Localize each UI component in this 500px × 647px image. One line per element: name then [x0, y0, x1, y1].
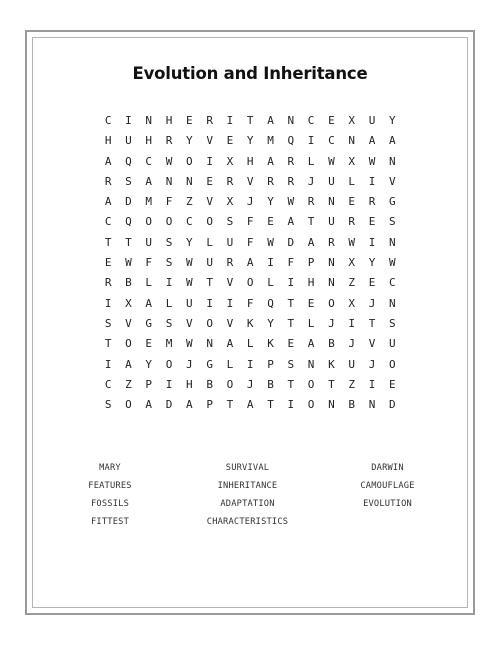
grid-letter: F — [246, 215, 254, 229]
grid-letter: T — [104, 235, 112, 249]
grid-letter: U — [388, 337, 396, 351]
grid-letter: V — [206, 195, 213, 209]
word-list-item: MARY — [99, 463, 121, 473]
grid-letter: U — [186, 296, 193, 310]
grid-letter: V — [226, 316, 234, 330]
grid-letter: H — [165, 114, 173, 127]
grid-letter: N — [328, 195, 335, 209]
grid-letter: W — [186, 276, 193, 290]
grid-letter: U — [125, 134, 132, 148]
grid-letter: Q — [287, 134, 295, 148]
grid-letter: Y — [368, 256, 376, 270]
grid-letter: I — [206, 296, 213, 310]
grid-letter: I — [287, 398, 295, 412]
grid-letter: T — [226, 398, 234, 412]
grid-letter: K — [246, 316, 254, 330]
grid-letter: Y — [186, 134, 193, 148]
grid-letter: T — [287, 316, 295, 330]
grid-letter: N — [165, 174, 173, 188]
grid-letter: Q — [267, 296, 274, 310]
grid-letter: A — [307, 235, 315, 249]
grid-letter: H — [104, 134, 112, 148]
grid-letter: I — [246, 357, 254, 371]
grid-letter: G — [206, 357, 213, 371]
grid-letter: T — [206, 276, 213, 290]
grid-letter: J — [368, 357, 376, 371]
grid-letter: S — [104, 316, 112, 330]
grid-letter: E — [287, 337, 295, 351]
grid-letter: T — [267, 398, 274, 412]
grid-letter: X — [348, 296, 356, 310]
grid-row — [98, 398, 402, 418]
grid-letter: R — [104, 276, 112, 290]
grid-letter: S — [226, 215, 234, 229]
grid-letter: N — [206, 337, 213, 351]
grid-letter: A — [104, 195, 112, 209]
grid-letter: I — [368, 235, 376, 249]
grid-letter: Y — [246, 134, 254, 148]
grid-letter: E — [206, 174, 213, 188]
word-list-item: FOSSILS — [90, 499, 129, 509]
word-list-item: EVOLUTION — [363, 499, 412, 509]
grid-letter: S — [388, 215, 396, 229]
grid-letter: R — [348, 215, 356, 229]
word-list-item — [335, 515, 440, 529]
grid-letter: Z — [125, 377, 132, 391]
grid-letter: B — [348, 398, 356, 412]
grid-letter: P — [206, 398, 213, 412]
grid-letter: O — [246, 276, 254, 290]
grid-letter: C — [388, 276, 396, 290]
word-list-item: CHARACTERISTICS — [206, 517, 289, 527]
grid-letter: N — [145, 114, 153, 127]
word-list-item: SURVIVAL — [225, 463, 270, 473]
grid-letter: W — [348, 235, 356, 249]
grid-letter: U — [328, 174, 335, 188]
grid-letter: W — [287, 195, 295, 209]
grid-letter: Y — [388, 114, 396, 127]
grid-letter: N — [328, 398, 335, 412]
grid-letter: B — [328, 337, 335, 351]
grid-letter: O — [388, 357, 396, 371]
grid-letter: T — [328, 377, 335, 391]
grid-letter: V — [246, 174, 254, 188]
grid-row — [98, 317, 402, 337]
grid-letter: L — [246, 337, 254, 351]
grid-letter: I — [348, 316, 356, 330]
grid-letter: U — [328, 215, 335, 229]
grid-row — [98, 155, 402, 175]
grid-letter: S — [165, 316, 173, 330]
grid-letter: P — [267, 357, 274, 371]
grid-letter: R — [368, 195, 376, 209]
grid-letter: Z — [348, 276, 356, 290]
grid-letter: J — [307, 174, 315, 188]
grid-letter: A — [125, 357, 132, 371]
grid-letter: R — [104, 174, 112, 188]
grid-letter: E — [307, 296, 315, 310]
grid-row — [98, 276, 402, 296]
grid-letter: F — [246, 296, 254, 310]
grid-letter: E — [145, 337, 153, 351]
grid-letter: N — [328, 276, 335, 290]
grid-letter: W — [328, 154, 335, 168]
grid-letter: E — [348, 195, 356, 209]
grid-letter: U — [368, 114, 376, 127]
grid-letter: I — [368, 377, 376, 391]
grid-letter: A — [368, 134, 376, 148]
grid-letter: Y — [145, 357, 153, 371]
grid-letter: X — [348, 114, 356, 127]
grid-letter: I — [226, 296, 234, 310]
grid-letter: S — [104, 398, 112, 412]
grid-letter: L — [307, 316, 315, 330]
grid-letter: X — [226, 154, 234, 168]
grid-letter: N — [388, 296, 396, 310]
grid-letter: S — [287, 357, 295, 371]
grid-letter: A — [186, 398, 193, 412]
grid-letter: V — [368, 337, 376, 351]
grid-letter: A — [145, 398, 153, 412]
grid-letter: P — [307, 256, 315, 270]
grid-letter: Q — [125, 154, 132, 168]
grid-row — [98, 337, 402, 357]
grid-letter: Z — [186, 195, 193, 209]
grid-letter: T — [125, 235, 132, 249]
grid-letter: N — [368, 398, 376, 412]
grid-letter: M — [145, 195, 153, 209]
grid-letter: R — [226, 174, 234, 188]
grid-row — [98, 134, 402, 154]
grid-letter: V — [206, 134, 213, 148]
grid-letter: H — [145, 134, 153, 148]
grid-letter: S — [388, 316, 396, 330]
grid-letter: N — [186, 174, 193, 188]
grid-letter: V — [226, 276, 234, 290]
grid-letter: J — [368, 296, 376, 310]
grid-letter: H — [307, 276, 315, 290]
grid-letter: A — [388, 134, 396, 148]
grid-letter: I — [165, 377, 173, 391]
grid-letter: O — [186, 154, 193, 168]
grid-letter: N — [287, 114, 295, 127]
grid-letter: I — [125, 114, 132, 127]
grid-letter: E — [104, 256, 112, 270]
grid-letter: C — [104, 215, 112, 229]
grid-letter: F — [145, 256, 153, 270]
grid-letter: N — [388, 154, 396, 168]
letter-grid — [98, 114, 402, 418]
grid-letter: O — [206, 215, 213, 229]
grid-letter: K — [328, 357, 335, 371]
grid-letter: E — [186, 114, 193, 127]
grid-letter: D — [287, 235, 295, 249]
grid-letter: I — [104, 296, 112, 310]
grid-letter: J — [328, 316, 335, 330]
grid-letter: G — [145, 316, 153, 330]
grid-letter: U — [145, 235, 153, 249]
grid-letter: T — [307, 215, 315, 229]
grid-letter: X — [226, 195, 234, 209]
grid-letter: F — [246, 235, 254, 249]
grid-letter: I — [104, 357, 112, 371]
grid-letter: O — [328, 296, 335, 310]
grid-letter: A — [226, 337, 234, 351]
grid-letter: Y — [186, 235, 193, 249]
grid-letter: X — [125, 296, 132, 310]
grid-letter: O — [165, 215, 173, 229]
grid-letter: O — [125, 337, 132, 351]
grid-letter: S — [165, 235, 173, 249]
grid-letter: H — [186, 377, 193, 391]
grid-letter: O — [307, 377, 315, 391]
grid-letter: K — [267, 337, 274, 351]
grid-letter: T — [287, 377, 295, 391]
grid-letter: O — [125, 398, 132, 412]
grid-letter: L — [226, 357, 234, 371]
grid-row — [98, 378, 402, 398]
grid-letter: J — [246, 377, 254, 391]
grid-letter: B — [206, 377, 213, 391]
grid-row — [98, 114, 402, 134]
grid-letter: R — [226, 256, 234, 270]
grid-letter: T — [287, 296, 295, 310]
grid-letter: N — [328, 256, 335, 270]
grid-letter: T — [246, 114, 254, 127]
grid-letter: J — [246, 195, 254, 209]
grid-letter: A — [145, 296, 153, 310]
grid-letter: C — [104, 377, 112, 391]
grid-letter: C — [307, 114, 315, 127]
grid-row — [98, 215, 402, 235]
grid-letter: M — [267, 134, 274, 148]
grid-letter: D — [388, 398, 396, 412]
grid-letter: R — [287, 154, 295, 168]
grid-letter: O — [307, 398, 315, 412]
grid-letter: O — [145, 215, 153, 229]
grid-letter: N — [388, 235, 396, 249]
grid-letter: E — [388, 377, 396, 391]
grid-letter: O — [226, 377, 234, 391]
grid-letter: I — [267, 256, 274, 270]
grid-letter: O — [165, 357, 173, 371]
grid-letter: R — [307, 195, 315, 209]
grid-letter: W — [165, 154, 173, 168]
grid-letter: W — [368, 154, 376, 168]
grid-row — [98, 358, 402, 378]
grid-letter: B — [125, 276, 132, 290]
grid-letter: F — [287, 256, 295, 270]
grid-letter: L — [145, 276, 153, 290]
grid-letter: P — [145, 377, 153, 391]
word-list-item: ADAPTATION — [220, 499, 275, 509]
grid-letter: R — [206, 114, 213, 127]
grid-letter: Y — [267, 195, 274, 209]
grid-letter: N — [307, 357, 315, 371]
word-list — [60, 461, 440, 529]
grid-letter: G — [388, 195, 396, 209]
grid-letter: X — [348, 154, 356, 168]
grid-letter: O — [206, 316, 213, 330]
puzzle-title: Evolution and Inheritance — [132, 64, 368, 83]
word-list-item: DARWIN — [371, 463, 404, 473]
word-list-item: FITTEST — [90, 517, 129, 527]
grid-letter: U — [226, 235, 234, 249]
grid-letter: D — [165, 398, 173, 412]
grid-letter: J — [348, 337, 356, 351]
grid-letter: A — [246, 256, 254, 270]
grid-letter: D — [125, 195, 132, 209]
grid-letter: A — [104, 154, 112, 168]
grid-letter: B — [267, 377, 274, 391]
grid-letter: C — [104, 114, 112, 127]
grid-row — [98, 195, 402, 215]
grid-letter: R — [165, 134, 173, 148]
grid-letter: E — [267, 215, 274, 229]
grid-letter: C — [328, 134, 335, 148]
grid-row — [98, 297, 402, 317]
grid-letter: X — [348, 256, 356, 270]
grid-letter: R — [287, 174, 295, 188]
grid-letter: A — [267, 114, 274, 127]
grid-letter: U — [348, 357, 356, 371]
grid-letter: E — [328, 114, 335, 127]
grid-letter: A — [145, 174, 153, 188]
grid-letter: L — [307, 154, 315, 168]
grid-letter: S — [125, 174, 132, 188]
grid-row — [98, 256, 402, 276]
grid-letter: I — [226, 114, 234, 127]
word-list-item: FEATURES — [88, 481, 132, 491]
grid-letter: Y — [267, 316, 274, 330]
grid-letter: V — [388, 174, 396, 188]
grid-letter: R — [328, 235, 335, 249]
grid-letter: A — [287, 215, 295, 229]
grid-letter: H — [246, 154, 254, 168]
word-list-item: INHERITANCE — [217, 481, 278, 491]
grid-letter: A — [307, 337, 315, 351]
grid-letter: L — [267, 276, 274, 290]
grid-letter: F — [165, 195, 173, 209]
grid-letter: N — [348, 134, 356, 148]
grid-letter: W — [125, 256, 132, 270]
grid-letter: I — [165, 276, 173, 290]
grid-letter: L — [348, 174, 356, 188]
grid-letter: T — [368, 316, 376, 330]
grid-row — [98, 236, 402, 256]
grid-letter: W — [186, 337, 193, 351]
grid-letter: W — [267, 235, 274, 249]
grid-letter: I — [307, 134, 315, 148]
grid-letter: C — [145, 154, 153, 168]
grid-letter: L — [206, 235, 213, 249]
grid-letter: W — [186, 256, 193, 270]
grid-letter: E — [226, 134, 234, 148]
grid-letter: R — [267, 174, 274, 188]
grid-letter: A — [267, 154, 274, 168]
grid-letter: I — [206, 154, 213, 168]
grid-row — [98, 175, 402, 195]
grid-letter: T — [104, 337, 112, 351]
grid-letter: V — [186, 316, 193, 330]
grid-letter: J — [186, 357, 193, 371]
grid-letter: E — [368, 276, 376, 290]
grid-letter: L — [165, 296, 173, 310]
grid-letter: C — [186, 215, 193, 229]
grid-letter: I — [287, 276, 295, 290]
grid-letter: A — [246, 398, 254, 412]
grid-letter: U — [206, 256, 213, 270]
grid-letter: S — [165, 256, 173, 270]
grid-letter: W — [388, 256, 396, 270]
grid-letter: Q — [125, 215, 132, 229]
grid-letter: I — [368, 174, 376, 188]
grid-letter: E — [368, 215, 376, 229]
grid-letter: Z — [348, 377, 356, 391]
grid-letter: M — [165, 337, 173, 351]
grid-letter: V — [125, 316, 132, 330]
word-list-item: CAMOUFLAGE — [360, 481, 415, 491]
